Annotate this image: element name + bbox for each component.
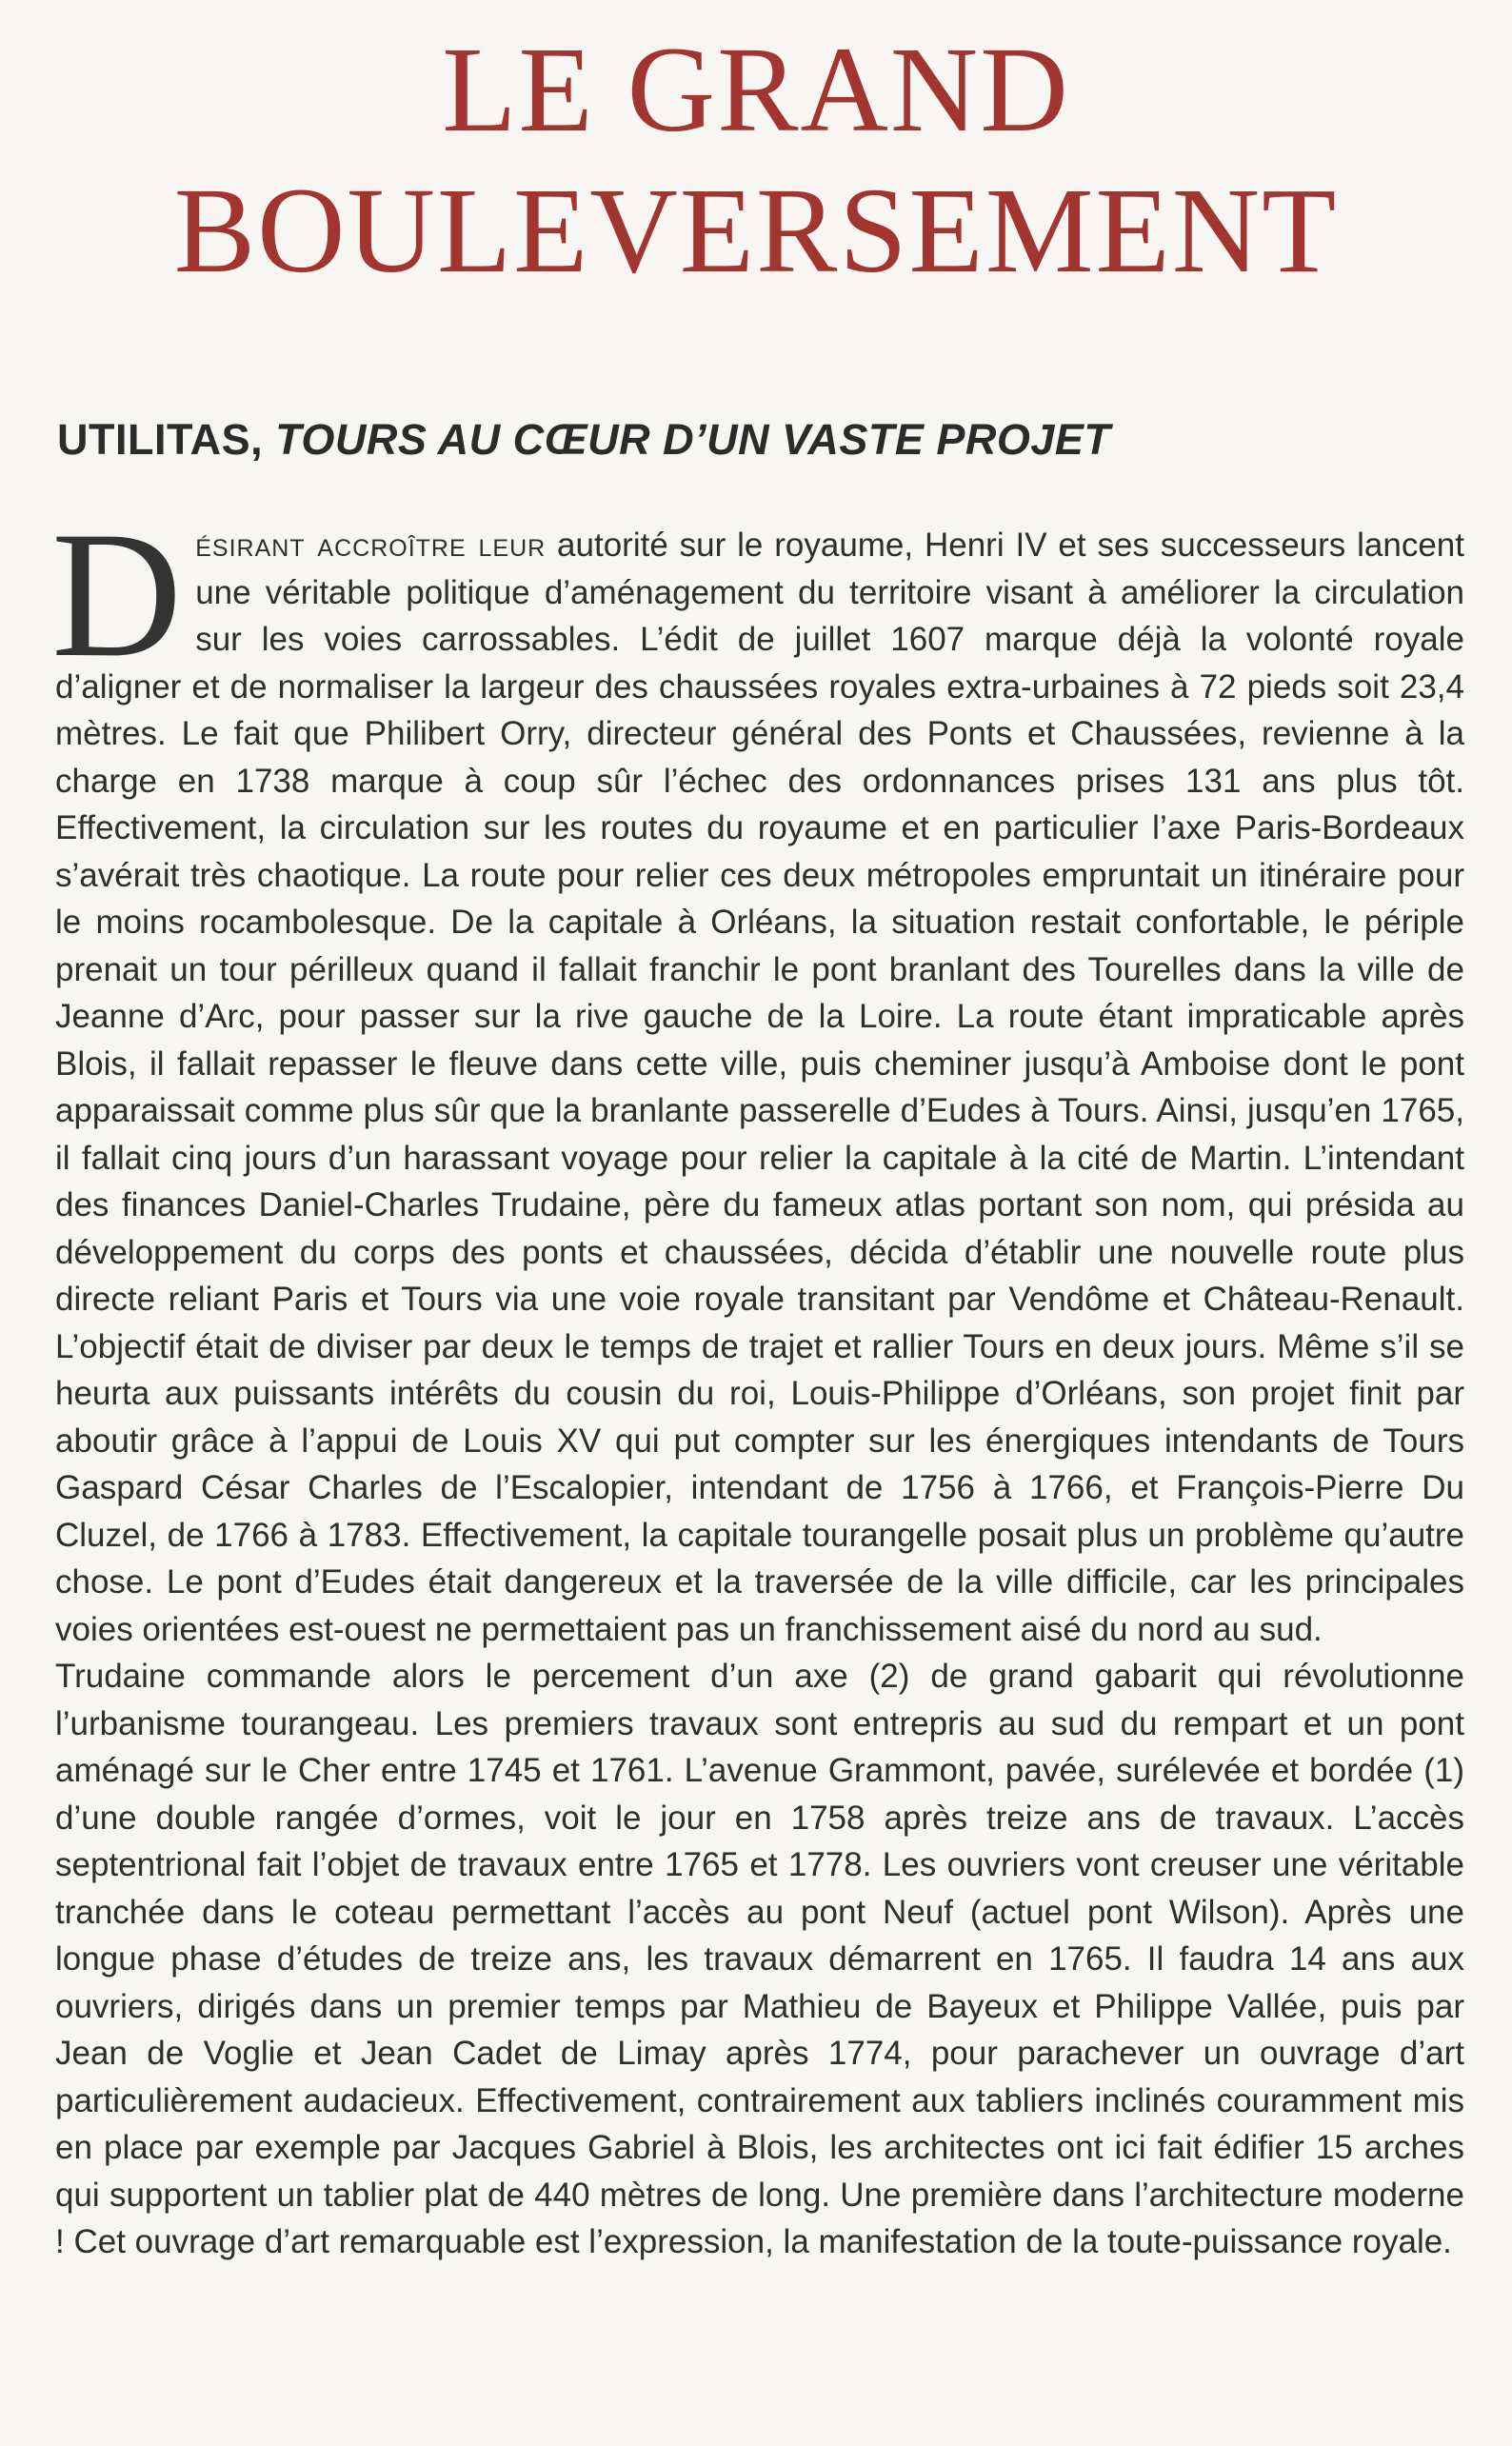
page-title-line-1: LE GRAND [442, 22, 1070, 157]
paragraph-2-text: Trudaine commande alors le percement d’un axe (2) de grand gabarit qui révolutionne l’urbanisme tourangeau. Les premiers travaux sont entrepris au sud du rempart et un pont aménagé sur le Cher entre 1745 et 1761. L’avenue Grammont, pavée, surélevée et bordée (1) d’une double rangée d’ormes, voit le jour en 1758 après treize ans de travaux. L’accès septentrional fait l’objet de travaux entre 1765 et 1778. Les ouvriers vont creuser une véritable tranchée dans le coteau permettant l’accès au pont Neuf (actuel pont Wilson). Après une longue phase d’études de treize ans, les travaux démarrent en 1765. Il faudra 14 ans aux ouvriers, dirigés dans un premier temps par Mathieu de Bayeux et Philippe Vallée, puis par Jean de Voglie et Jean Cadet de Limay après 1774, pour parachever un ouvrage d’art particulièrement audacieux. Effectivement, contrairement aux tabliers inclinés couramment mis en place par exemple par Jacques Gabriel à Blois, les architectes ont ici fait édifier 15 arches qui supportent un tablier plat de 440 mètres de long. Une première dans l’architecture moderne ! Cet ouvrage d’art remarquable est l’expression, la manifestation de la toute-puissance royale. [55, 1658, 1464, 2260]
paragraph-2 [55, 1653, 1464, 2266]
page-title [0, 19, 1512, 301]
page-title-line-2: BOULEVERSEMENT [173, 163, 1339, 298]
paragraph-1 [51, 495, 1464, 1653]
section-heading-plain: UTILITAS, [57, 415, 276, 464]
lead-in-small-caps: ésirant accroître leur [195, 527, 547, 564]
article-body [51, 495, 1464, 2266]
drop-cap: D [51, 495, 183, 695]
section-heading [57, 415, 1110, 465]
paragraph-1-text: autorité sur le royaume, Henri IV et ses successeurs lancent une véritable politique d’aménagement du territoire visant à améliorer la circulation sur les voies carrossables. L’édit de juillet 1607 marque déjà la volonté royale d’aligner et de normaliser la largeur des chaussées royales extra-urbaines à 72 pieds soit 23,4 mètres. Le fait que Philibert Orry, directeur général des Ponts et Chaussées, revienne à la charge en 1738 marque à coup sûr l’échec des ordonnances prises 131 ans plus tôt. Effectivement, la circulation sur les routes du royaume et en particulier l’axe Paris-Bordeaux s’avérait très chaotique. La route pour relier ces deux métropoles empruntait un itinéraire pour le moins rocambolesque. De la capitale à Orléans, la situation restait confortable, le périple prenait un tour périlleux quand il fallait franchir le pont branlant des Tourelles dans la ville de Jeanne d’Arc, pour passer sur la rive gauche de la Loire. La route étant impraticable après Blois, il fallait repasser le fleuve dans cette ville, puis cheminer jusqu’à Amboise dont le pont apparaissait comme plus sûr que la branlante passerelle d’Eudes à Tours. Ainsi, jusqu’en 1765, il fallait cinq jours d’un harassant voyage pour relier la capitale à la cité de Martin. L’intendant des finances Daniel-Charles Trudaine, père du fameux atlas portant son nom, qui présida au développement du corps des ponts et chaussées, décida d’établir une nouvelle route plus directe reliant Paris et Tours via une voie royale transitant par Vendôme et Château-Renault. L’objectif était de diviser par deux le temps de trajet et rallier Tours en deux jours. Même s’il se heurta aux puissants intérêts du cousin du roi, Louis-Philippe d’Orléans, son projet finit par aboutir grâce à l’appui de Louis XV qui put compter sur les énergiques intendants de Tours Gaspard César Charles de l’Escalopier, intendant de 1756 à 1766, et François-Pierre Du Cluzel, de 1766 à 1783. Effectivement, la capitale tourangelle posait plus un problème qu’autre chose. Le pont d’Eudes était dangereux et la traversée de la ville difficile, car les principales voies orientées est-ouest ne permettaient pas un franchissement aisé du nord au sud. [55, 527, 1464, 1648]
section-heading-italic: TOURS AU CŒUR D’UN VASTE PROJET [275, 415, 1111, 464]
